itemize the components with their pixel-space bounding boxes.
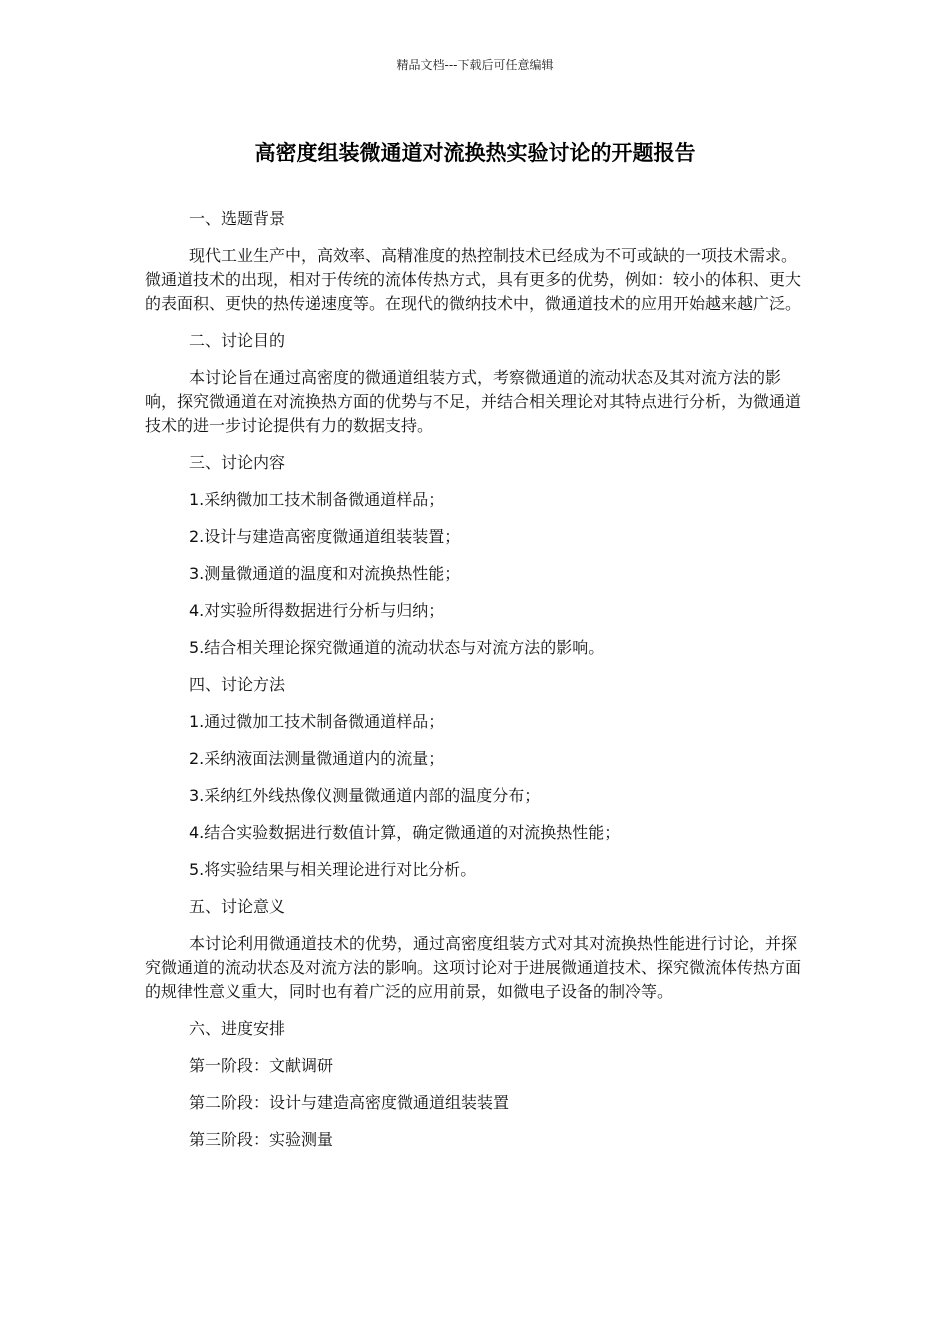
section-paragraph-significance: 本讨论利用微通道技术的优势，通过高密度组装方式对其对流换热性能进行讨论，并探究微通道的流动状态及对流方法的影响。这项讨论对于进展微通道技术、探究微流体传热方面的规律性意义重大，同时也有着广泛的应用前景，如微电子设备的制冷等。 (145, 934, 802, 1001)
section-heading-purpose: 二、讨论目的 (189, 331, 286, 350)
content-list-item: 3.测量微通道的温度和对流换热性能； (189, 564, 461, 583)
method-list-item: 4.结合实验数据进行数值计算，确定微通道的对流换热性能； (189, 823, 621, 842)
method-list-item: 3.采纳红外线热像仪测量微通道内部的温度分布； (189, 786, 541, 805)
content-list-item: 5.结合相关理论探究微通道的流动状态与对流方法的影响。 (189, 638, 605, 657)
schedule-list-item: 第二阶段：设计与建造高密度微通道组装装置 (189, 1093, 510, 1112)
document-title: 高密度组装微通道对流换热实验讨论的开题报告 (254, 141, 696, 165)
section-paragraph-background: 现代工业生产中，高效率、高精准度的热控制技术已经成为不可或缺的一项技术需求。微通道技术的出现，相对于传统的流体传热方式，具有更多的优势，例如：较小的体积、更大的表面积、更快的热传递速度等。在现代的微纳技术中，微通道技术的应用开始越来越广泛。 (145, 246, 802, 313)
section-paragraph-purpose: 本讨论旨在通过高密度的微通道组装方式，考察微通道的流动状态及其对流方法的影响，探究微通道在对流换热方面的优势与不足，并结合相关理论对其特点进行分析，为微通道技术的进一步讨论提供有力的数据支持。 (145, 368, 802, 435)
schedule-list-item: 第一阶段：文献调研 (189, 1056, 334, 1075)
section-heading-schedule: 六、进度安排 (189, 1019, 286, 1038)
schedule-list-item: 第三阶段：实验测量 (189, 1130, 334, 1149)
document-body (145, 207, 810, 1165)
page-header-note: 精品文档---下载后可任意编辑 (396, 58, 554, 72)
section-heading-background: 一、选题背景 (189, 209, 286, 228)
content-list-item: 1.采纳微加工技术制备微通道样品； (189, 490, 445, 509)
method-list-item: 5.将实验结果与相关理论进行对比分析。 (189, 860, 477, 879)
method-list-item: 1.通过微加工技术制备微通道样品； (189, 712, 445, 731)
method-list-item: 2.采纳液面法测量微通道内的流量； (189, 749, 445, 768)
section-heading-content: 三、讨论内容 (189, 453, 286, 472)
section-heading-method: 四、讨论方法 (189, 675, 286, 694)
content-list-item: 4.对实验所得数据进行分析与归纳； (189, 601, 445, 620)
content-list-item: 2.设计与建造高密度微通道组装装置； (189, 527, 461, 546)
section-heading-significance: 五、讨论意义 (189, 897, 286, 916)
